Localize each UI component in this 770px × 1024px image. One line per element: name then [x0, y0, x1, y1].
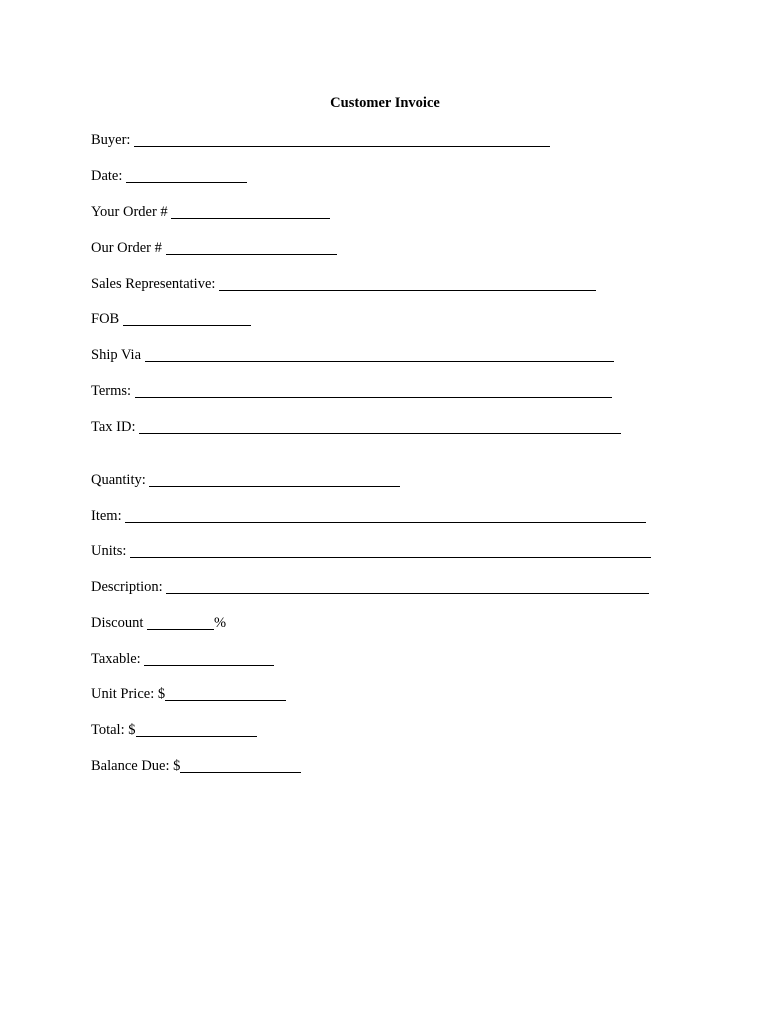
percent-sign: %: [213, 615, 227, 631]
balance-due-blank[interactable]: [180, 758, 301, 773]
item-row: [91, 505, 646, 525]
total-label: Total: $: [91, 722, 136, 738]
units-blank[interactable]: [130, 543, 651, 558]
buyer-label: Buyer:: [91, 132, 135, 148]
unit-price-row: [91, 683, 286, 703]
taxable-row: [91, 648, 274, 668]
sales-rep-blank[interactable]: [219, 276, 596, 291]
ship-via-label: Ship Via: [91, 347, 145, 363]
fob-row: [91, 308, 251, 328]
terms-blank[interactable]: [135, 383, 612, 398]
units-label: Units:: [91, 543, 131, 559]
tax-id-label: Tax ID:: [91, 419, 140, 435]
quantity-row: [91, 469, 400, 489]
your-order-blank[interactable]: [171, 204, 330, 219]
discount-label: Discount: [91, 615, 147, 631]
sales-rep-label: Sales Representative:: [91, 276, 220, 292]
ship-via-row: [91, 344, 614, 364]
description-row: [91, 576, 649, 596]
tax-id-blank[interactable]: [139, 419, 621, 434]
balance-due-row: [91, 755, 301, 775]
taxable-label: Taxable:: [91, 651, 145, 667]
balance-due-label: Balance Due: $: [91, 758, 181, 774]
item-blank[interactable]: [125, 508, 646, 523]
fob-blank[interactable]: [123, 311, 251, 326]
buyer-blank[interactable]: [134, 132, 550, 147]
ship-via-blank[interactable]: [145, 347, 614, 362]
buyer-row: [91, 129, 550, 149]
fob-label: FOB: [91, 311, 123, 327]
date-label: Date:: [91, 168, 127, 184]
tax-id-row: [91, 416, 621, 436]
discount-row: [91, 612, 226, 632]
total-row: [91, 719, 257, 739]
terms-label: Terms:: [91, 383, 135, 399]
description-label: Description:: [91, 579, 167, 595]
units-row: [91, 540, 651, 560]
taxable-blank[interactable]: [144, 651, 274, 666]
unit-price-blank[interactable]: [165, 686, 286, 701]
your-order-row: [91, 201, 330, 221]
discount-blank[interactable]: [147, 615, 214, 630]
quantity-blank[interactable]: [149, 472, 400, 487]
our-order-row: [91, 237, 337, 257]
our-order-blank[interactable]: [166, 240, 337, 255]
description-blank[interactable]: [166, 579, 649, 594]
our-order-label: Our Order #: [91, 240, 166, 256]
date-blank[interactable]: [126, 168, 247, 183]
terms-row: [91, 380, 612, 400]
your-order-label: Your Order #: [91, 204, 172, 220]
total-blank[interactable]: [136, 722, 257, 737]
page-title: Customer Invoice: [330, 95, 440, 111]
unit-price-label: Unit Price: $: [91, 686, 166, 702]
sales-rep-row: [91, 273, 596, 293]
item-label: Item:: [91, 508, 126, 524]
quantity-label: Quantity:: [91, 472, 150, 488]
date-row: [91, 165, 247, 185]
